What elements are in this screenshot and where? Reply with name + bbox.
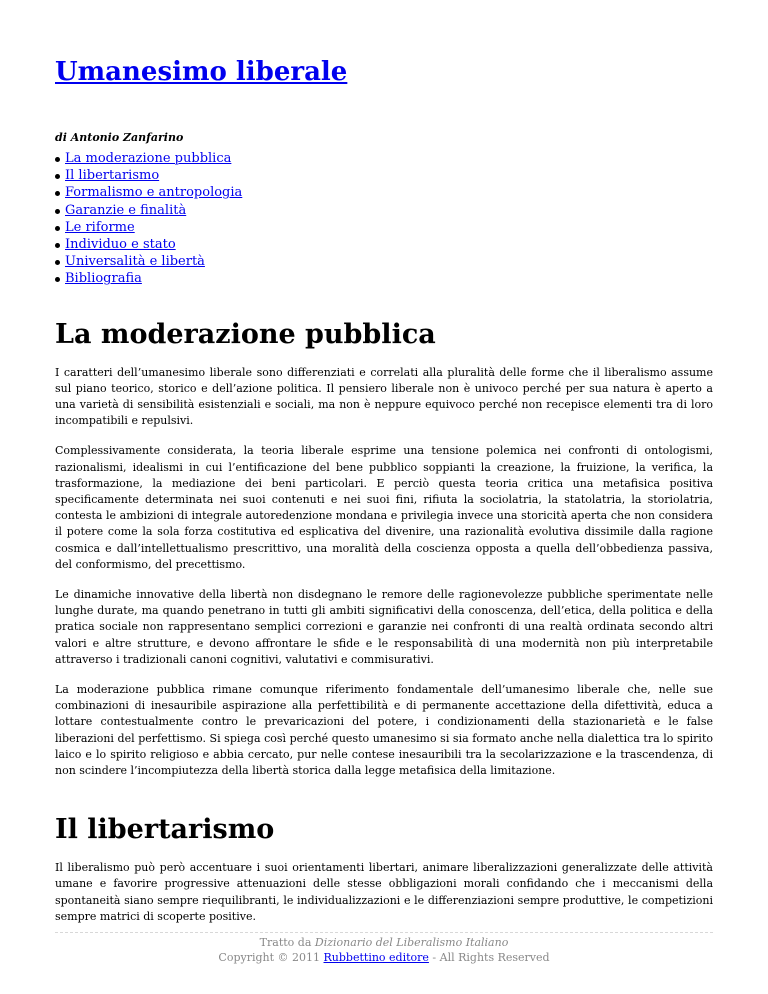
bullet-icon [55,226,60,231]
copyright-prefix: Copyright © 2011 [218,951,324,964]
toc-link-moderazione[interactable]: La moderazione pubblica [65,151,232,166]
toc-link-riforme[interactable]: Le riforme [65,219,135,235]
bullet-icon [55,209,60,214]
section-moderazione [55,318,713,780]
bullet-icon [55,157,60,162]
toc-link-individuo[interactable]: Individuo e stato [65,236,176,252]
toc-item-universalita [55,253,713,270]
bullet-icon [55,243,60,248]
toc-link-bibliografia[interactable]: Bibliografia [65,271,142,287]
toc-link-libertarismo[interactable]: Il libertarismo [65,168,160,184]
section-libertarismo [55,813,713,925]
section-heading: La moderazione pubblica [55,318,436,350]
page-footer [55,932,713,965]
toc-link-universalita[interactable]: Universalità e libertà [65,254,205,270]
bullet-icon [55,174,60,179]
toc-item-moderazione [55,150,713,167]
toc-item-individuo [55,236,713,253]
table-of-contents [55,150,713,288]
toc-item-formalismo [55,184,713,201]
toc-item-bibliografia [55,270,713,287]
copyright-line [55,950,713,965]
article [55,0,713,925]
toc-link-garanzie[interactable]: Garanzie e finalità [65,202,187,218]
toc-item-riforme [55,219,713,236]
copyright-suffix: - All Rights Reserved [428,951,550,964]
bullet-icon [55,191,60,196]
paragraph: I caratteri dell’umanesimo liberale sono differenziati e correlati alla pluralità delle forme che il liberalismo assume sul piano teorico, storico e dell’azione politica. Il pensiero liberale non è univoco perché per sua natura è aperto a una varietà di sensibilità esistenziali e sociali, ma non è neppure equivoco perché non recepisce elementi tra di loro incompatibili e repulsivi. [55,365,713,428]
paragraph: Le dinamiche innovative della libertà non disdegnano le remore delle ragionevolezze pubbliche sperimentate nelle lunghe durate, ma quando penetrano in tutti gli ambiti significativi della conoscenza, dell’etica, della politica e della pratica sociale non rappresentano semplici correzioni e garanzie nei confronti di una realtà ordinata secondo altri valori e altre strutture, e devono affrontare le sfide e le responsabilità di una modernità non più interpretabile attraverso i tradizionali canoni cognitivi, valutativi e commisurativi. [55,587,713,666]
toc-link-formalismo[interactable]: Formalismo e antropologia [65,185,243,201]
paragraph: Il liberalismo può però accentuare i suoi orientamenti libertari, animare liberalizzazioni generalizzate delle attività umane e favorire progressive attenuazioni delle stesse obbligazioni morali confidando che i meccanismi della spontaneità siano sempre riequilibranti, le individualizzazioni e le differenziazioni sempre produttive, le competizioni sempre matrici di scoperte positive. [55,861,713,923]
section-heading: Il libertarismo [55,814,275,846]
toc-item-libertarismo [55,167,713,184]
paragraph: La moderazione pubblica rimane comunque riferimento fondamentale dell’umanesimo liberale che, nelle sue combinazioni di inesauribile aspirazione alla perfettibilità e di permanente accettazione della difettività, educa a lottare contestualmente contro le prevaricazioni del potere, i condizionamenti della stazionarietà e le false liberazioni del perfettismo. Si spiega così perché questo umanesimo si sia formato anche nella dialettica tra lo spirito laico e lo spirito religioso e abbia cercato, pur nelle contese inesauribili tra la secolarizzazione e la trascendenza, di non scindere l’incompiutezza della libertà storica dalla legge metafisica della limitazione. [55,682,713,777]
author-line: di Antonio Zanfarino [55,131,184,144]
publisher-link[interactable]: Rubbettino editore [323,951,429,964]
bullet-icon [55,260,60,265]
paragraph: Complessivamente considerata, la teoria liberale esprime una tensione polemica nei confronti di ontologismi, razionalismi, idealismi in cui l’entificazione del bene pubblico soppianti la creazione, la fruizione, la verifica, la trasformazione, la mediazione dei beni particolari. E perciò questa teoria critica una metafisica positiva specificamente determinata nei suoi contenuti e nei suoi fini, rifiuta la sociolatria, la statolatria, la storiolatria, contesta le ambizioni di integrale autoredenzione mondana e privilegia invece una storicità aperta che non considera il potere come la sola forza costitutiva ed esplicativa del divenire, una razionalità evolutiva dissimile dalla ragione cosmica e dall’intellettualismo prescrittivo, una moralità della coscienza opposta a quella dell’obbedienza passiva, del conformismo, del precettismo. [55,444,713,571]
source-prefix: Tratto da [259,936,315,949]
source-title: Dizionario del Liberalismo Italiano [314,936,509,949]
page-title [55,54,713,90]
toc-item-garanzie [55,202,713,219]
source-line [55,935,713,950]
bullet-icon [55,277,60,282]
page-title-link[interactable]: Umanesimo liberale [55,57,348,87]
